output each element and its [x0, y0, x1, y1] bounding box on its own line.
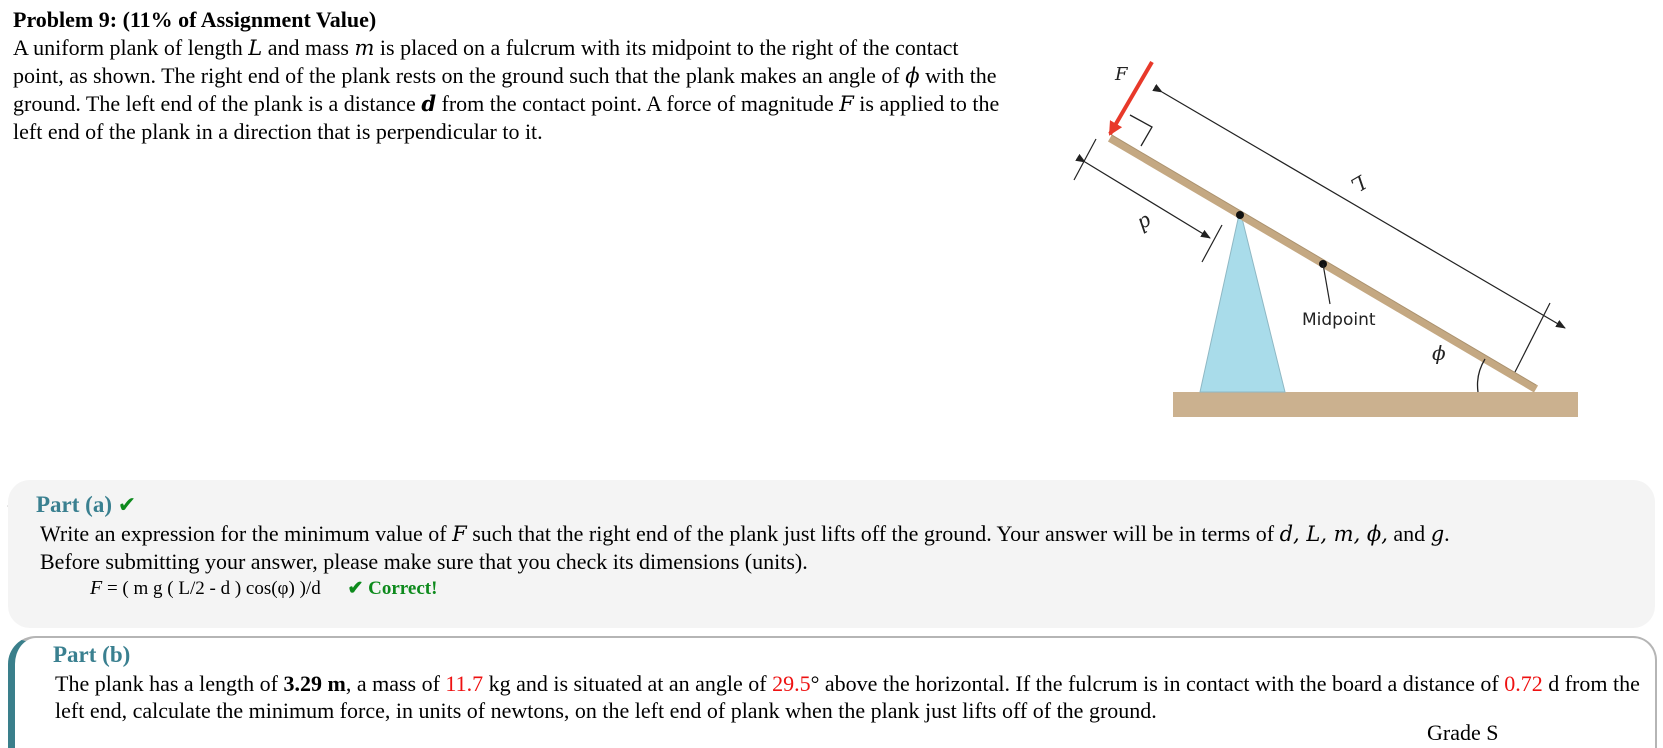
var-L: L: [248, 36, 263, 60]
submitted-answer: [90, 577, 437, 600]
var-g: g: [1430, 522, 1445, 546]
text: from the left end, calculate the minimum force, in units of newtons, on the left end of plank when the plank just lifts off of the ground.: [55, 671, 1640, 723]
var-d: d: [421, 91, 436, 116]
text: .: [1444, 521, 1450, 546]
text: kg and is situated at an angle of: [483, 671, 773, 696]
check-icon: ✔: [117, 493, 137, 518]
text: is placed on a fulcrum with its midpoint to the right of the contact point, as shown. The right end of the plank rests on the ground such that the plank makes an angle of: [13, 35, 959, 88]
text: Write an expression for the minimum value of: [40, 521, 453, 546]
text: , a mass of: [345, 671, 446, 696]
text: A uniform plank of length: [13, 35, 249, 60]
dimension-reminder: Before submitting your answer, please make sure that you check its dimensions (units).: [40, 549, 808, 574]
var-list: d, L, m, ϕ,: [1279, 522, 1388, 546]
answer-expression: = ( m g ( L/2 - d ) cos(φ) )/d: [102, 578, 321, 599]
var-phi: ϕ: [905, 64, 920, 88]
var-m: m: [354, 36, 375, 60]
text: and: [1387, 521, 1431, 546]
length-unit: m: [322, 671, 346, 696]
part-a-title[interactable]: [36, 492, 136, 518]
angle-value: 29.5: [772, 671, 811, 696]
correct-feedback: ✔ Correct!: [347, 578, 438, 599]
mass-value: 11.7: [445, 671, 484, 696]
part-a-title-text: Part (a): [36, 492, 112, 517]
ratio-value: 0.72: [1504, 671, 1543, 696]
part-b-panel: [8, 636, 1657, 748]
part-b-question: [55, 670, 1655, 724]
var-F: F: [839, 92, 854, 116]
var-F: F: [452, 522, 467, 546]
contact-point: [1236, 211, 1244, 219]
midpoint-label: Midpoint: [1302, 310, 1376, 330]
plank-fulcrum-diagram: [1040, 50, 1600, 430]
ground: [1173, 392, 1578, 417]
part-a-question: [40, 520, 1650, 575]
text: ° above the horizontal. If the fulcrum is in contact with the board a distance of: [810, 671, 1505, 696]
distance-label: d: [1133, 210, 1157, 238]
text: d: [1542, 671, 1560, 696]
problem-title: Problem 9: (11% of Assignment Value): [13, 7, 377, 32]
length-label: L: [1346, 170, 1371, 198]
part-a-panel: [8, 480, 1655, 628]
part-b-title[interactable]: Part (b): [53, 642, 131, 667]
text: from the contact point. A force of magnitude: [436, 91, 840, 116]
text: is applied to the left end of the plank in a direction that is perpendicular to it.: [13, 91, 1000, 144]
grade-summary-label: Grade S: [1427, 720, 1499, 745]
length-value: 3.29: [283, 671, 322, 696]
problem-statement: [13, 34, 1013, 145]
force-label: F: [1115, 64, 1128, 85]
text: and mass: [262, 35, 355, 60]
text: such that the right end of the plank just lifts off the ground. Your answer will be in terms of: [466, 521, 1280, 546]
answer-lhs: F: [90, 577, 103, 599]
text: The plank has a length of: [55, 671, 284, 696]
angle-label: ϕ: [1432, 341, 1446, 365]
text: with the ground. The left end of the plank is a distance: [13, 63, 997, 116]
